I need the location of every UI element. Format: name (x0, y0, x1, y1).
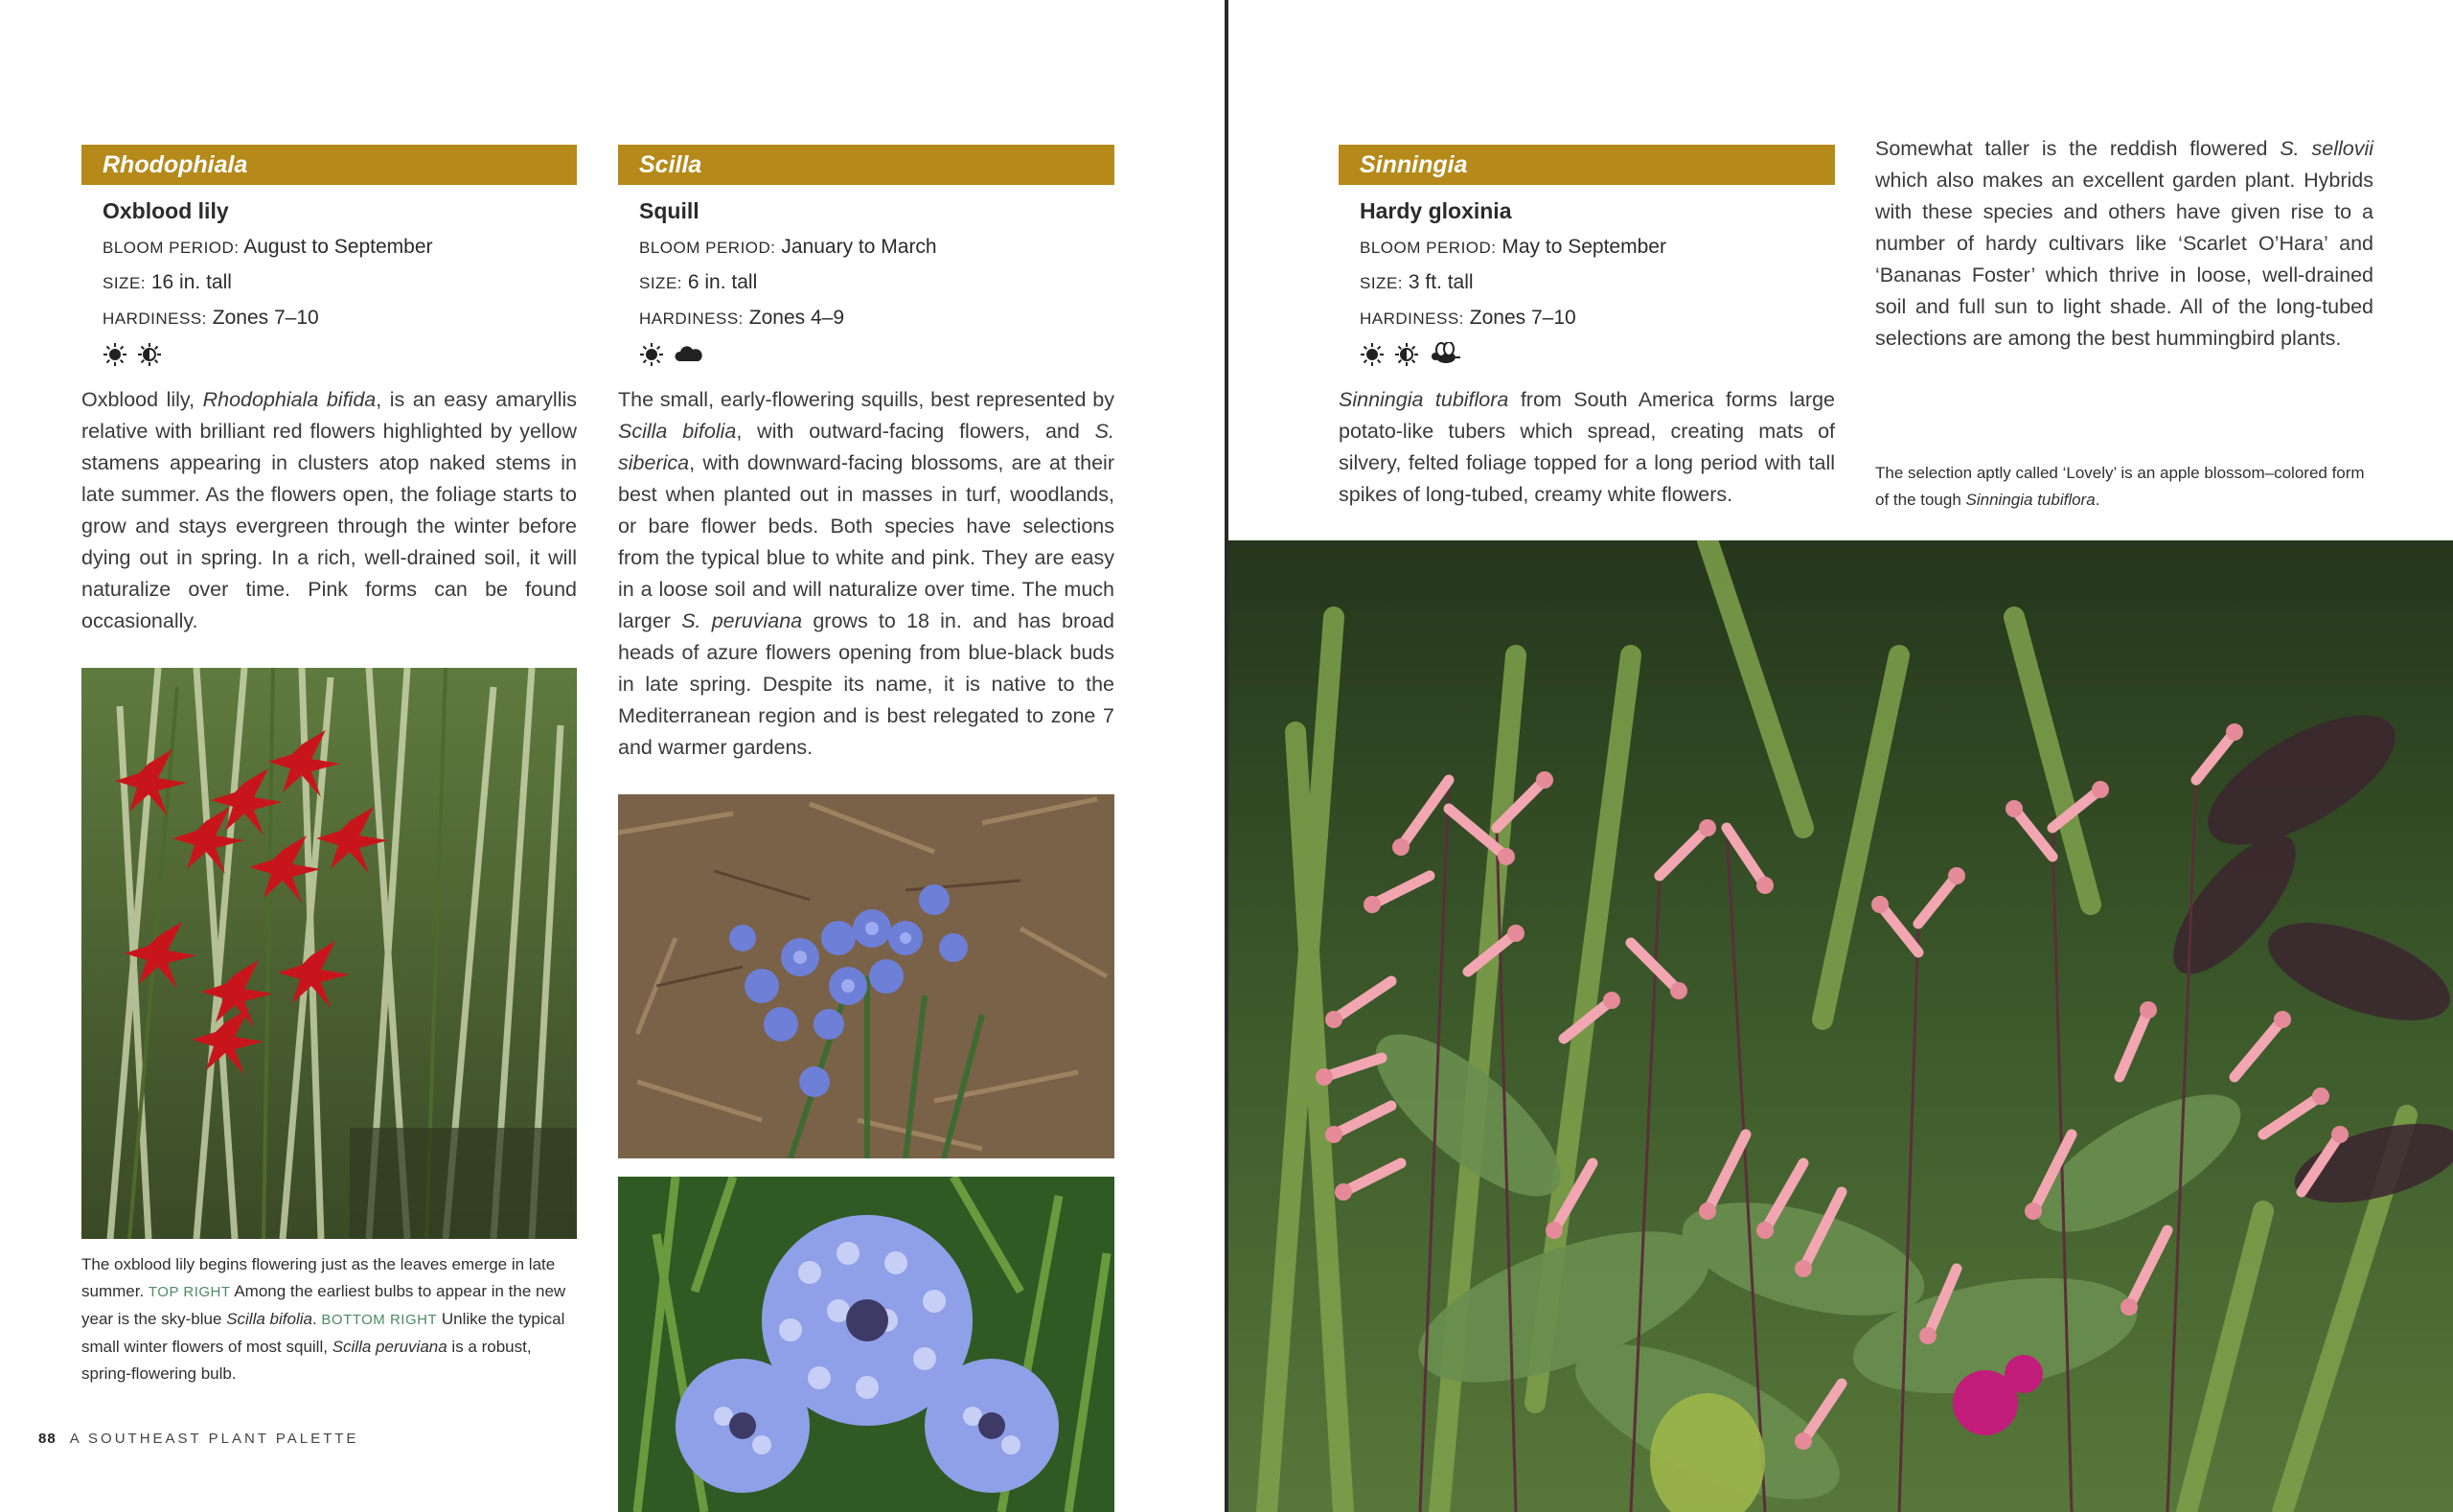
right-page (1228, 0, 2453, 1512)
common-name: Oxblood lily (103, 198, 229, 223)
left-caption: The oxblood lily begins flowering just as the leaves emerge in late summer. TOP RIGHT Among the earliest bulbs to appear in the new year is the sky-blue Scilla bifolia. BOTTOM RIGHT Unlike the typical small winter flowers of most squill, Scilla peruviana is a robust, spring-flowering bulb. (81, 1255, 566, 1383)
sinningia-tubiflora-photo (1228, 540, 2453, 1512)
bloom-period: BLOOM PERIOD: May to September (1360, 236, 1666, 258)
bloom-period: BLOOM PERIOD: August to September (103, 236, 433, 258)
part-sun-icon (1394, 342, 1419, 367)
full-sun-icon (103, 342, 127, 367)
scilla-peruviana-photo (618, 1177, 1114, 1512)
size: SIZE: 6 in. tall (639, 271, 758, 293)
scilla-entry (618, 145, 1114, 764)
hardiness: HARDINESS: Zones 4–9 (639, 307, 845, 329)
part-sun-icon (137, 342, 162, 367)
pollinator-icon (1429, 342, 1461, 367)
rhodophiala-entry (81, 145, 577, 637)
running-head: A SOUTHEAST PLANT PALETTE (69, 1431, 359, 1447)
rhodophiala-description: Oxblood lily, Rhodophiala bifida, is an easy amaryllis relative with brilliant red flowers highlighted by yellow stamens appearing in clusters atop naked stems in late summer. As the flowers open, the foliage starts to grow and stays evergreen through the winter before dying out in spring. In a rich, well-drained soil, it will naturalize over time. Pink forms can be found occasionally. (81, 388, 577, 632)
common-name: Hardy gloxinia (1360, 198, 1512, 223)
sinningia-entry (1339, 145, 1835, 511)
sinningia-continued-text: Somewhat taller is the reddish flowered S. sellovii which also makes an excellent garden plant. Hybrids with these species and others have given rise to a number of hardy cultivars like ‘Scarlet O’Hara’ and ‘Bananas Foster’ which thrive in loose, well-drained soil and full sun to light shade. All of the long-tubed selections are among the best hummingbird plants. (1875, 137, 2374, 350)
left-page (0, 0, 1226, 1512)
size: SIZE: 3 ft. tall (1360, 271, 1474, 293)
right-caption: The selection aptly called ‘Lovely’ is an apple blossom–colored form of the tough Sinningia tubiflora. (1875, 464, 2365, 509)
hardiness: HARDINESS: Zones 7–10 (103, 307, 319, 329)
scilla-bifolia-photo (618, 794, 1114, 1158)
exposure-icons (103, 342, 577, 367)
page-number: 88 (38, 1431, 57, 1447)
hardiness: HARDINESS: Zones 7–10 (1360, 307, 1576, 329)
bloom-period: BLOOM PERIOD: January to March (639, 236, 937, 258)
genus-band: Scilla (618, 145, 1114, 185)
scilla-description: The small, early-flowering squills, best represented by Scilla bifolia, with outward-facing flowers, and S. siberica, with downward-facing blossoms, are at their best when planted out in masses in turf, woodlands, or bare flower beds. Both species have selections from the typical blue to white and pink. They are easy in a loose soil and will naturalize over time. The much larger S. peruviana grows to 18 in. and has broad heads of azure flowers opening from blue-black buds in late spring. Despite its name, it is native to the Mediterranean region and is best relegated to zone 7 and warmer gardens. (618, 388, 1114, 759)
common-name: Squill (639, 198, 699, 223)
sinningia-description: Sinningia tubiflora from South America forms large potato-like tubers which spread, creating mats of silvery, felted foliage topped for a long period with tall spikes of long-tubed, creamy white flowers. (1339, 388, 1835, 506)
shade-cloud-icon (674, 342, 702, 367)
full-sun-icon (1360, 342, 1385, 367)
exposure-icons (639, 342, 1114, 367)
genus-band: Sinningia (1339, 145, 1835, 185)
size: SIZE: 16 in. tall (103, 271, 232, 293)
full-sun-icon (639, 342, 664, 367)
exposure-icons (1360, 342, 1835, 367)
sinningia-continued (1875, 133, 2373, 355)
genus-band: Rhodophiala (81, 145, 577, 185)
page-footer (38, 1431, 358, 1447)
oxblood-lily-photo (81, 668, 577, 1239)
